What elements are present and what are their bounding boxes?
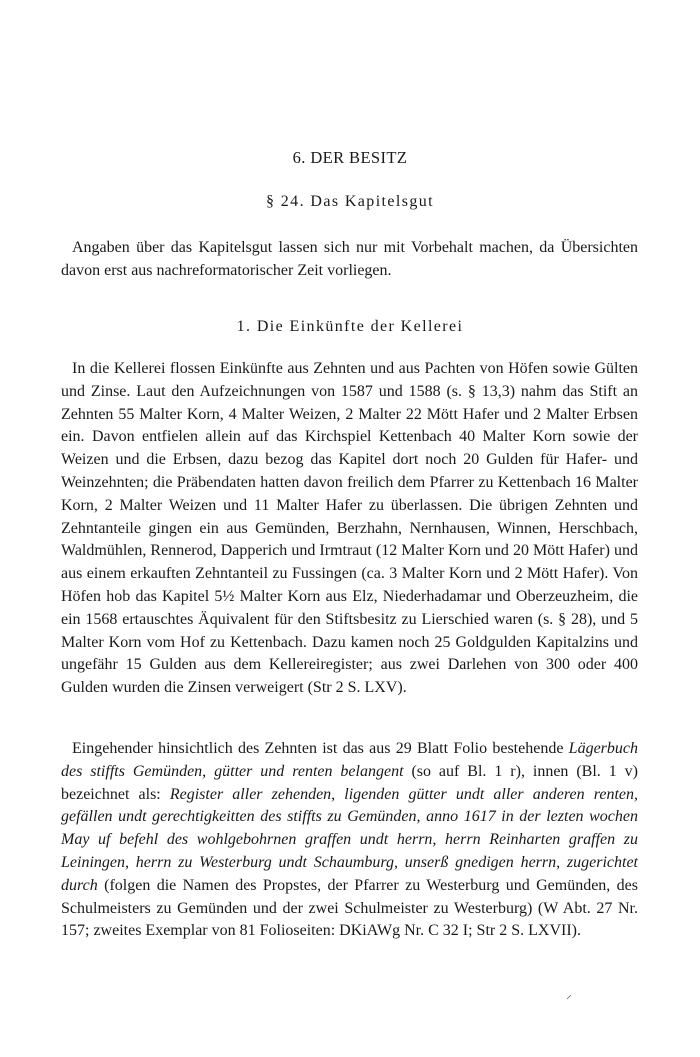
body-paragraph-lagerbuch [61,738,638,943]
body-paragraph-kellerei: In die Kellerei flossen Einkünfte aus Zehnten und aus Pachten von Höfen sowie Gülten und Zinse. Laut den Aufzeichnungen von 1587 und 1588 (s. § 13,3) nahm das Stift an Zehnten 55 Malter Korn, 4 Malter Weizen, 2 Malter 22 Mött Hafer und 2 Malter Erbsen ein. Davon entfielen allein auf das Kirchspiel Kettenbach 40 Malter Korn sowie der Weizen und die Erbsen, dazu bezog das Kapitel dort noch 20 Gulden für Hafer- und Weinzehnten; die Präbendaten hatten davon freilich dem Pfarrer zu Kettenbach 16 Malter Korn, 2 Malter Weizen und 11 Malter Hafer zu überlassen. Die übrigen Zehnten und Zehntanteile gingen ein aus Gemünden, Berzhahn, Nernhausen, Winnen, Herschbach, Waldmühlen, Rennerod, Dapperich und Irmtraut (12 Malter Korn und 20 Mött Hafer) und aus einem erkauften Zehntanteil zu Fussingen (ca. 3 Malter Korn und 2 Mött Hafer). Von Höfen hob das Kapitel 5½ Malter Korn aus Elz, Niederhadamar und Oberzeuzheim, die ein 1568 ertauschtes Äquivalent für den Stiftsbesitz zu Lierschied waren (s. § 28), und 5 Malter Korn vom Hof zu Kettenbach. Dazu kamen noch 25 Goldgulden Kapitalzins und ungefähr 15 Gulden aus dem Kellereiregister; aus zwei Darlehen von 300 oder 400 Gulden wurden die Zinsen verweigert (Str 2 S. LXV). [61,360,638,697]
paragraph-text: (so auf Bl. 1 r), innen (Bl. 1 v) bezeichnet als: [61,762,638,803]
italic-title: Lägerbuch des stiffts Gemünden, gütter und renten belangent [61,740,638,780]
paragraph-text: (folgen die Namen des Propstes, der Pfarrer zu Westerburg und Gemünden, des Schulmeisters zu Gemünden und der zwei Schulmeister zu Westerburg) (W Abt. 27 Nr. 157; zweites Exemplar von 81 Folioseiten: DKiAWg Nr. C 32 I; Str 2 S. LXVII). [61,876,638,940]
section-heading: § 24. Das Kapitelsgut [265,193,435,210]
subsection-heading: 1. Die Einkünfte der Kellerei [236,318,464,335]
intro-paragraph: Angaben über das Kapitelsgut lassen sich nur mit Vorbehalt machen, da Übersichten davon erst aus nachreformatorischer Zeit vorliegen. [61,239,638,279]
paragraph-text: Eingehender hinsichtlich des Zehnten ist das aus 29 Blatt Folio bestehende [72,740,569,757]
pen-mark [566,992,572,998]
chapter-heading: 6. DER BESITZ [292,148,408,167]
italic-quotation: Register aller zehenden, ligenden gütter undt aller anderen renten, gefällen undt gerechtigkeitten des stiffts zu Gemünden, anno 1617 in der lezten wochen May uf befehl des wohlgebohrnen graffen undt herrn, herrn Reinharten graffen zu Leiningen, herrn zu Westerburg undt Schaumburg, unserß gnedigen herrn, zugerichtet durch [61,785,638,894]
